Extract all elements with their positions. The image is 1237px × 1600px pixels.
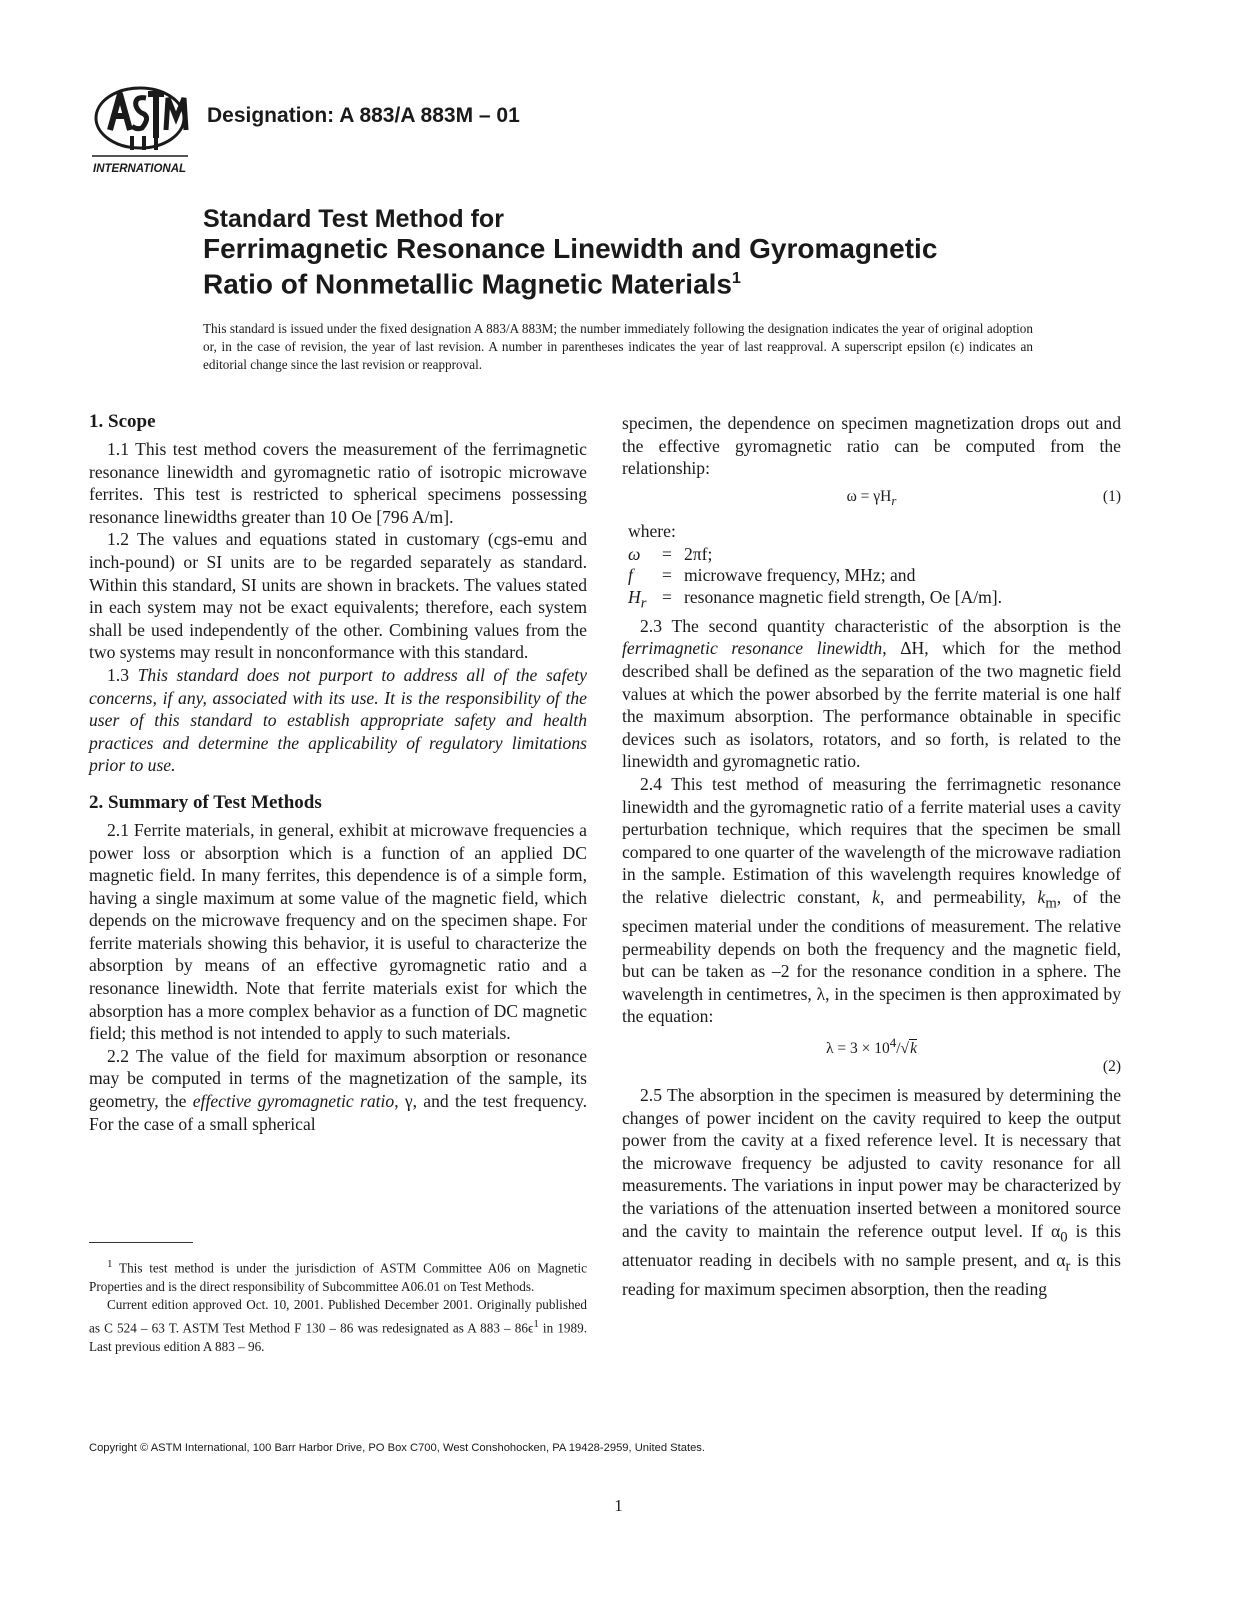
equation-2 [622, 1028, 1121, 1084]
title-line-3: Ratio of Nonmetallic Magnetic Materials$^1$ [203, 268, 741, 300]
title-line-1: Standard Test Method for [203, 205, 504, 233]
equation-1 [622, 480, 1121, 514]
paragraph-2-4: 2.4 This test method of measuring the ferrimagnetic resonance linewidth and the gyromagnetic ratio of a ferrite material uses a cavity perturbation technique, which requires that the specimen be small compared to one quarter of the wavelength of the microwave radiation in the sample. Estimation of this wavelength requires knowledge of the relative dielectric constant, k, and permeability, $k_m$, of the specimen material under the conditions of measurement. The relative permeability depends on both the frequency and the magnetic field, but can be taken as –2 for the resonance condition in a sphere. The wavelength in centimetres, λ, in the specimen is then approximated by the equation: [622, 773, 1121, 1027]
document-title [203, 205, 1103, 299]
equation-2-number: (2) [1102, 1058, 1121, 1075]
astm-logo-icon [90, 82, 190, 178]
section-heading-summary: 2. Summary of Test Methods [89, 791, 322, 813]
paragraph-1-1: 1.1 This test method covers the measurement of the ferrimagnetic resonance linewidth and gyromagnetic ratio of isotropic microwave ferrites. This test is restricted to spherical specimens possessing resonance linewidths greater than 10 Oe [796 A/m]. [89, 439, 587, 527]
designation: Designation: A 883/A 883M – 01 [207, 104, 520, 127]
title-line-2: Ferrimagnetic Resonance Linewidth and Gyromagnetic [203, 233, 938, 264]
page-number: 1 [614, 1496, 623, 1515]
equation-1-number: (1) [1102, 487, 1121, 505]
equation-1-expression: $\omega = \gamma H_r$ [846, 487, 897, 508]
footnote-paragraph-1: $^1$ This test method is under the jurisdiction of ASTM Committee A06 on Magnetic Properties and is the direct responsibility of Subcommittee A06.01 on Test Methods. [89, 1258, 587, 1294]
definition-row: $H_r$ = resonance magnetic field strength, Oe [A/m]. [628, 586, 1003, 612]
footnote-paragraph-2: Current edition approved Oct. 10, 2001. Published December 2001. Originally published as C 524 – 63 T. ASTM Test Method F 130 – 86 was redesignated as A $883 - 86\epsilon^1$ in 1989. Last previous edition A 883 – 96. [89, 1297, 587, 1354]
issuance-notice: This standard is issued under the fixed designation A 883/A 883M; the number immediately following the designation indicates the year of original adoption or, in the case of revision, the year of last revision. A number in parentheses indicates the year of last reapproval. A superscript epsilon (ϵ) indicates an editorial change since the last revision or reapproval. [203, 321, 1033, 372]
logo-word: INTERNATIONAL [93, 163, 187, 175]
astm-logo [90, 82, 190, 178]
paragraph-2-2: 2.2 The value of the field for maximum absorption or resonance may be computed in terms of the magnetization of the sample, its geometry, the effective gyromagnetic ratio, γ, and the test frequency. For the case of a small spherical [89, 1045, 588, 1134]
definition-row: ω = 2πf; [628, 543, 713, 564]
paragraph-2-3: 2.3 The second quantity characteristic of the absorption is the ferrimagnetic resonance linewidth, ΔH, which for the method described shall be defined as the separation of the two magnetic field values at which the power absorbed by the ferrite material is one half the maximum absorption. The performance obtainable in specific devices such as isolators, rotators, and so forth, is related to the linewidth and gyromagnetic ratio. [622, 615, 1121, 772]
paragraph-1-2: 1.2 The values and equations stated in customary (cgs-emu and inch-pound) or SI units are to be regarded separately as standard. Within this standard, SI units are shown in brackets. The values stated in each system may not be exact equivalents; therefore, each system shall be used independently of the other. Combining values from the two systems may result in nonconformance with this standard. [89, 529, 587, 663]
paragraph-2-1: 2.1 Ferrite materials, in general, exhibit at microwave frequencies a power loss or absorption which is a function of an applied DC magnetic field. In many ferrites, this dependence is of a simple form, having a single maximum at some value of the magnetic field, which depends on the microwave frequency and on the specimen shape. For ferrite materials showing this behavior, it is useful to characterize the absorption by means of an effective gyromagnetic ratio and a resonance linewidth. Note that ferrite materials exist for which the absorption has a more complex behavior as a function of DC magnetic field; this method is not intended to apply to such materials. [89, 819, 587, 1044]
paragraph-2-5: 2.5 The absorption in the specimen is measured by determining the changes of power incident on the cavity required to keep the output power from the cavity at a fixed reference level. It is necessary that the microwave frequency be adjusted to cavity resonance for all measurements. The variations in input power may be characterized by the variations of the attenuation inserted between a monitored source and the cavity to maintain the reference output level. If $\alpha_0$ is this attenuator reading in decibels with no sample present, and $\alpha_r$ is this reading for maximum specimen absorption, then the reading [622, 1085, 1122, 1299]
variable-definitions [628, 520, 1121, 615]
paragraph-2-2-continued: specimen, the dependence on specimen magnetization drops out and the effective gyromagnetic ratio can be computed from the relationship: [622, 413, 1121, 479]
equation-2-expression: $\lambda = 3 \times 10^4/√k$ [826, 1035, 917, 1058]
footnote-divider [89, 1242, 193, 1243]
title-footnote-mark: 1 [732, 270, 741, 287]
right-column [622, 412, 1121, 1300]
definition-row: f = microwave frequency, MHz; and [628, 565, 916, 586]
section-heading-scope: 1. Scope [89, 411, 156, 432]
left-column [89, 410, 587, 1135]
paragraph-1-3: 1.3 This standard does not purport to address all of the safety concerns, if any, associated with its use. It is the responsibility of the user of this standard to establish appropriate safety and health practices and determine the applicability of regulatory limitations prior to use. [89, 664, 587, 776]
footnote [89, 1255, 587, 1356]
where-label: where: [628, 520, 676, 541]
copyright-line: Copyright © ASTM International, 100 Barr Harbor Drive, PO Box C700, West Conshohocken, PA 19428-2959, United States. [89, 1442, 705, 1454]
